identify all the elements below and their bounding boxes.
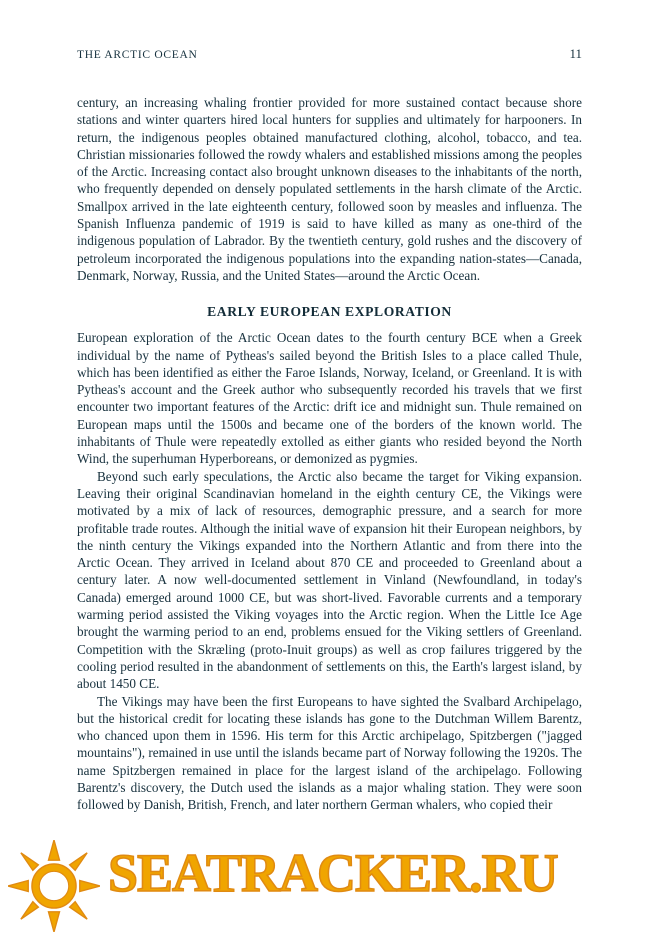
paragraph: Beyond such early speculations, the Arctic also became the target for Viking expansion. Leaving their original Scandinavian homeland in the eighth century CE, the Vikings were motivated by a mix of lack of resources, demographic pressure, and a search for more profitable trade routes. Although the initial wave of expansion hit their European neighbors, by the ninth century the Vikings expanded into the Northern Atlantic and from there into the Arctic Ocean. They arrived in Iceland about 870 CE and proceeded to Greenland about a century later. A now well-documented settlement in Vinland (Newfoundland, in today's Canada) emerged around 1000 CE, but was short-lived. Favorable currents and a temporary warming period assisted the Viking voyages into the Arctic region. When the Little Ice Age brought the warming period to an end, problems ensued for the Viking settlers of Greenland. Competition with the Skræling (proto-Inuit groups) as well as crop failures triggered by the cooling period resulted in the abandonment of settlements on this, the Earth's largest island, by about 1450 CE. <box>77 468 582 692</box>
running-head: THE ARCTIC OCEAN <box>77 49 198 61</box>
watermark-text: SEATRACKER.RU <box>108 843 558 903</box>
paragraph: European exploration of the Arctic Ocean dates to the fourth century BCE when a Greek individual by the name of Pytheas's sailed beyond the British Isles to a place called Thule, which has been identified as either the Faroe Islands, Norway, Iceland, or Greenland. It is with Pytheas's account and the Greek author who subsequently recorded his travels that we first encounter two important features of the Arctic: drift ice and midnight sun. Thule remained on European maps until the 1500s and became one of the borders of the known world. The inhabitants of Thule were repeatedly extolled as either giants who resided beyond the North Wind, the superhuman Hyperboreans, or demonized as pygmies. <box>77 330 582 467</box>
page-header <box>77 46 582 62</box>
body-text-column <box>77 94 582 814</box>
section-heading: EARLY EUROPEAN EXPLORATION <box>207 304 452 320</box>
sun-icon <box>8 840 100 932</box>
page-number: 11 <box>569 46 582 61</box>
paragraph: The Vikings may have been the first Europeans to have sighted the Svalbard Archipelago, but the historical credit for locating these islands has gone to the Dutchman Willem Barentz, who chanced upon them in 1596. His term for this Arctic archipelago, Spitzbergen ("jagged mountains"), remained in use until the islands became part of Norway following the 1920s. The name Spitzbergen remained in place for the largest island of the archipelago. Following Barentz's discovery, the Dutch used the islands as a major whaling station. They were soon followed by Danish, British, French, and later northern German whalers, who copied their <box>77 693 582 813</box>
watermark <box>0 826 659 941</box>
paragraph: century, an increasing whaling frontier provided for more sustained contact because shore stations and winter quarters hired local hunters for supplies and ultimately for harpooners. In return, the indigenous peoples obtained manufactured clothing, alcohol, tobacco, and tea. Christian missionaries followed the rowdy whalers and established missions among the peoples of the Arctic. Increasing contact also brought unknown diseases to the inhabitants of the north, who frequently depended on densely populated settlements in the harsh climate of the Arctic. Smallpox arrived in the late eighteenth century, followed soon by measles and influenza. The Spanish Influenza pandemic of 1919 is said to have killed as many as one-third of the indigenous population of Labrador. By the twentieth century, gold rushes and the discovery of petroleum incorporated the indigenous populations into the expanding nation-states—Canada, Denmark, Norway, Russia, and the United States—around the Arctic Ocean. <box>77 95 582 283</box>
